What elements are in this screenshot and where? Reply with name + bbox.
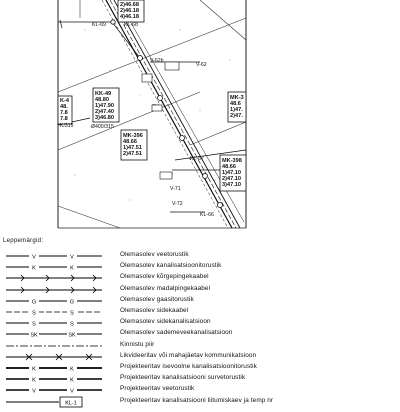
legend-row	[0, 384, 400, 396]
legend-row	[0, 328, 400, 340]
legend-symbol-code: SK	[30, 332, 38, 339]
valve-markers	[142, 62, 179, 179]
legend-row	[0, 295, 400, 307]
legend-symbol	[4, 396, 104, 408]
legend-symbol-code: K	[70, 377, 74, 384]
legend-symbol	[4, 328, 104, 340]
legend-symbol	[4, 340, 104, 352]
right-box-line-3: 1)47.	[230, 107, 243, 113]
legend-label: Olemasolev kanalisatsioonitorustik	[120, 262, 222, 270]
left-box-line-4: 7.8	[60, 116, 68, 122]
legend-symbol	[4, 284, 104, 296]
legend-label: Projekteeritav veetorustik	[120, 385, 195, 393]
v72-label: V-72	[172, 201, 183, 207]
mk398-line-5: 3)47.10	[222, 182, 241, 188]
legend-symbol-code: KL-1	[65, 400, 77, 407]
kl68-label: KL-68	[124, 22, 138, 28]
legend-label: Kinnistu piir	[120, 340, 155, 348]
legend-row	[0, 362, 400, 374]
legend-symbol-code: K	[32, 377, 36, 384]
kl-bottom-label: KL-66	[200, 212, 214, 218]
legend-symbol-code: S	[32, 310, 36, 317]
legend-symbol-code: SK	[68, 332, 76, 339]
legend-symbol	[4, 250, 104, 262]
legend-label: Olemasolev veetorustik	[120, 251, 189, 258]
v62-label: V-62	[196, 62, 207, 68]
legend-row	[0, 373, 400, 385]
legend-symbol	[4, 384, 104, 396]
legend-label: Projekteeritav kanalisatsiooni liitumiskaev ja temp nr	[120, 396, 274, 404]
kk49-line-2: 48.80	[95, 97, 109, 103]
legend-row	[0, 340, 400, 352]
legend-label: Olemasolev sademeveekanalisatsioon	[120, 329, 233, 337]
parcel-lines	[58, 0, 246, 228]
v71-label: V-71	[170, 186, 181, 192]
legend-label: Projekteeritav isevoolne kanalisatsioonitorustik	[120, 363, 257, 370]
right-edge-data-box	[228, 92, 246, 122]
legend-symbol-code: K	[32, 265, 36, 272]
legend-symbol-code: V	[70, 254, 74, 261]
legend-symbol	[4, 351, 104, 363]
legend-symbol-code: K	[70, 265, 74, 272]
legend-label: Olemasolev gaasitorustik	[120, 295, 194, 303]
legend-symbol-code: V	[32, 388, 36, 395]
v62b-label: V-62b	[150, 58, 164, 64]
legend-row	[0, 284, 400, 296]
top-box-line-1: 2)46.68	[120, 2, 139, 8]
kk49-line-1: KK-49	[95, 91, 112, 97]
legend-label: Olemasolev sidekaabel	[120, 307, 189, 314]
dim-left-label: Ø400/315	[91, 124, 114, 130]
legend-row	[0, 261, 400, 273]
mk396-line-2: 48.66	[123, 139, 137, 145]
kl-right-label: KL-67	[190, 156, 204, 162]
legend-symbol-code: S	[32, 321, 36, 328]
legend-row	[0, 306, 400, 318]
legend-row	[0, 317, 400, 329]
legend-row	[0, 250, 400, 262]
left-box-line-3: 7.8	[60, 110, 68, 116]
left-edge-data-box	[58, 96, 74, 129]
mk396-line-1: MK-396	[123, 133, 143, 139]
top-box-line-2: 2)46.18	[120, 8, 139, 14]
mk398-line-1: MK-398	[222, 158, 242, 164]
left-box-line-2: 48.	[60, 104, 68, 110]
legend-row	[0, 272, 400, 284]
legend-label: Olemasolev kõrgepingekaabel	[120, 273, 209, 281]
right-box-line-2: 48.6	[230, 101, 241, 107]
legend-label: Olemasolev sidekanalisatsioon	[120, 318, 211, 326]
legend-symbol	[4, 373, 104, 385]
mk398-line-3: 1)47.10	[222, 170, 241, 176]
legend-symbol	[4, 261, 104, 273]
legend-symbol-code: K	[32, 366, 36, 373]
mk398-line-4: 2)47.10	[222, 176, 241, 182]
left-box-line-5: K/315	[60, 123, 74, 129]
top-box-line-3: 4)46.18	[120, 14, 139, 20]
legend-title: Leppemärgid:	[3, 238, 44, 244]
utility-corridor	[102, 0, 244, 228]
kk49-line-5: 3)46.80	[95, 115, 114, 121]
right-box-line-4: 2)47.	[230, 113, 243, 119]
mk396-line-4: 2)47.51	[123, 151, 142, 157]
legend-symbol-code: V	[32, 254, 36, 261]
right-box-line-1: MK-3	[230, 95, 244, 101]
legend-symbol	[4, 295, 104, 307]
kk49-line-3: 1)47.90	[95, 103, 114, 109]
legend-label: Olemasolev madalpingekaabel	[120, 284, 211, 292]
legend-symbol-code: G	[31, 299, 37, 306]
legend-symbol	[4, 306, 104, 318]
mk396-line-3: 1)47.51	[123, 145, 142, 151]
mk398-line-2: 48.66	[222, 164, 236, 170]
legend-symbol-code: G	[69, 299, 75, 306]
left-box-line-1: K-4	[60, 98, 70, 104]
legend-label: Likvideeritav või mahajäetav kommunikatsioon	[120, 351, 257, 359]
branch-pipes	[58, 20, 246, 212]
top-data-box	[118, 0, 144, 22]
legend-label: Projekteeritav kanalisatsiooni survetorustik	[120, 374, 246, 382]
legend-symbol	[4, 317, 104, 329]
kk49-data-box	[93, 88, 119, 122]
legend-symbol-code: S	[70, 310, 74, 317]
kk49-line-4: 2)47.40	[95, 109, 114, 115]
legend-symbol-code: K	[70, 366, 74, 373]
legend-symbol-code: V	[70, 388, 74, 395]
legend-row	[0, 351, 400, 363]
legend-symbol	[4, 272, 104, 284]
mk398-data-box	[220, 155, 246, 191]
legend-symbol-code: S	[70, 321, 74, 328]
mk396-data-box	[121, 130, 147, 160]
legend-row	[0, 396, 400, 408]
kl-top-label: KL-69	[92, 22, 106, 28]
legend-symbol	[4, 362, 104, 374]
